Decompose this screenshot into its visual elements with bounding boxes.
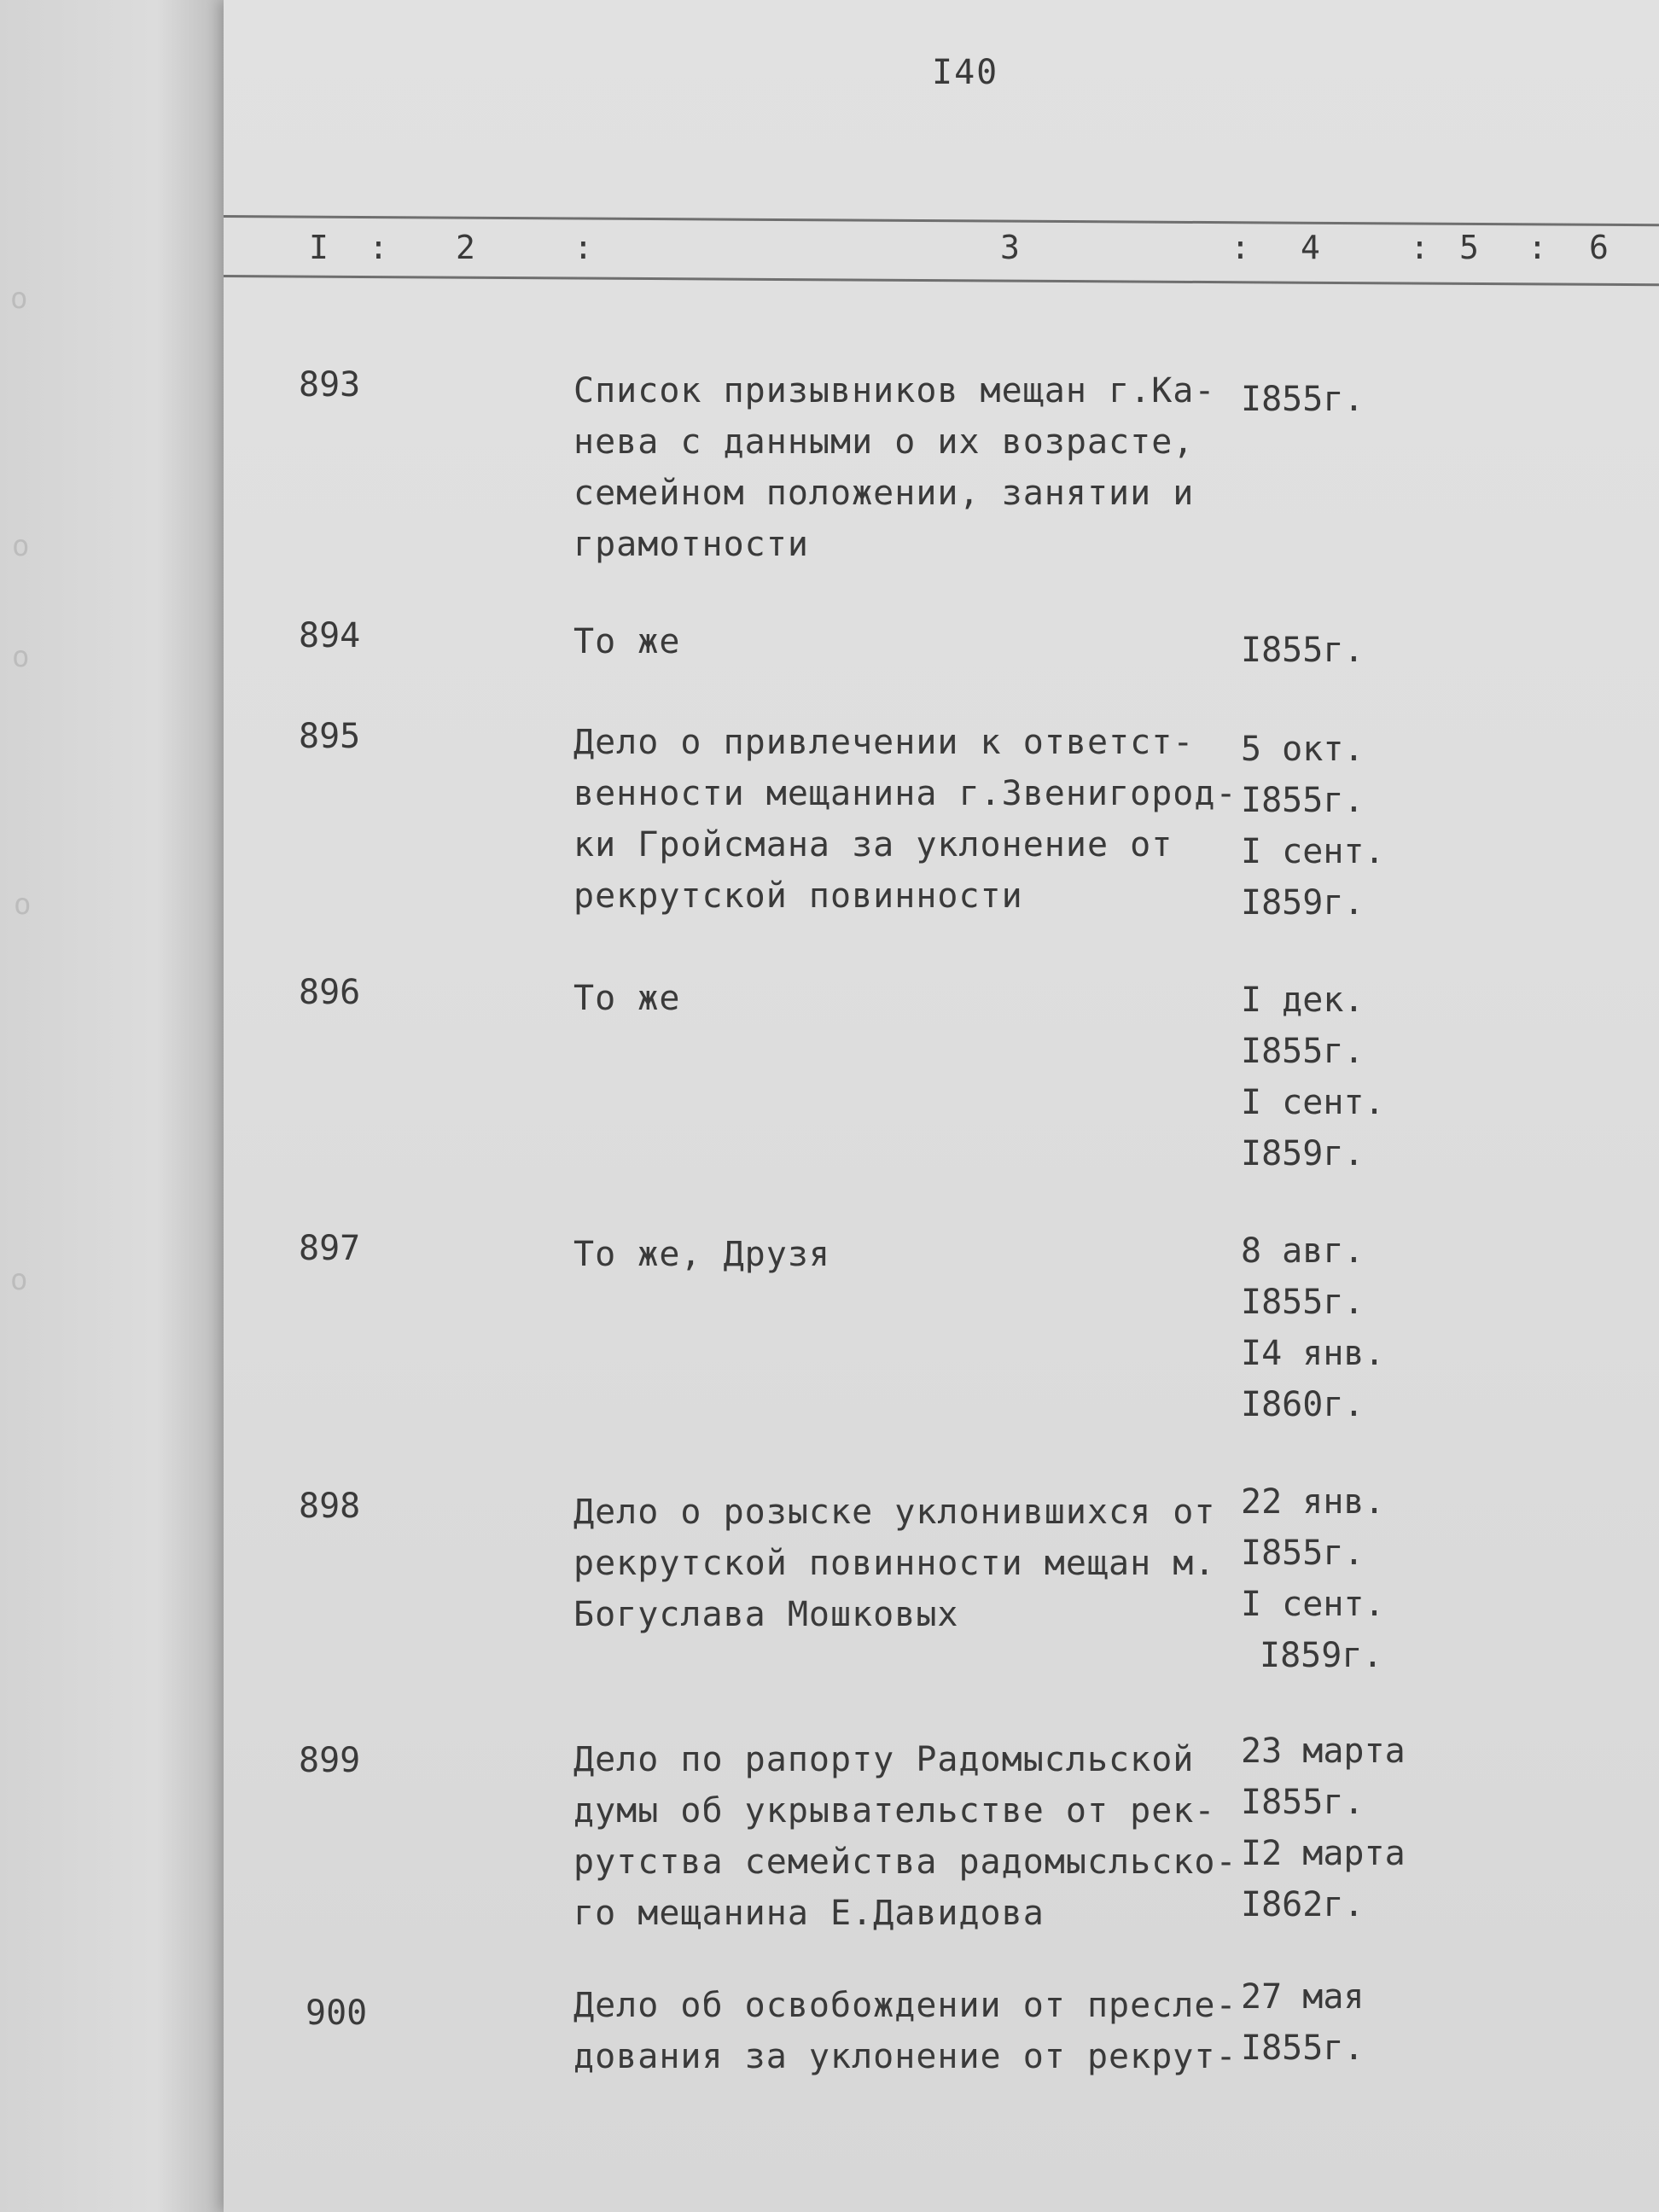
column-header-6: 6 [1589, 229, 1609, 266]
entry-title-line: нева с данными о их возрасте, [573, 422, 1195, 462]
entry-number: 895 [299, 717, 361, 756]
entry-number: 899 [299, 1741, 361, 1780]
entry-date-line: I дек. [1241, 981, 1365, 1020]
entry-dates [1241, 1971, 1446, 2074]
bleed-mark: о [12, 529, 30, 563]
entry-title-line: дования за уклонение от рекрут- [573, 2037, 1237, 2076]
entry-date-line: I855г. [1241, 631, 1365, 670]
entry-date-line: I4 янв. [1241, 1334, 1385, 1373]
entry-number: 893 [299, 365, 361, 405]
entry-dates [1241, 625, 1446, 676]
header-rule-bottom [224, 275, 1659, 286]
entry-title-line: венности мещанина г.Звенигород- [573, 774, 1237, 813]
entry-date-line: I2 марта [1241, 1834, 1406, 1873]
entry-title-line: То же, Друзя [573, 1235, 830, 1274]
bleed-mark: о [12, 640, 30, 674]
entry-title-line: Дело об освобождении от пресле- [573, 1986, 1237, 2025]
entry-title [573, 616, 1222, 667]
entry-date-line: I859г. [1260, 1636, 1383, 1675]
entry-title [573, 1980, 1237, 2082]
entry-number: 897 [299, 1229, 361, 1268]
column-separator: : [1410, 229, 1429, 266]
entry-date-line: I855г. [1241, 781, 1365, 820]
entry-date-line: 23 марта [1241, 1732, 1406, 1771]
entry-title-line: Дело о розыске уклонившихся от [573, 1493, 1216, 1532]
entry-title-line: Богуслава Мошковых [573, 1595, 959, 1634]
entry-title-line: го мещанина Е.Давидова [573, 1894, 1045, 1933]
entry-dates [1241, 975, 1446, 1179]
entry-title [573, 973, 1222, 1024]
entry-date-line: I сент. [1241, 1083, 1385, 1122]
entry-date-line: I855г. [1241, 380, 1365, 419]
entry-number: 894 [299, 616, 361, 655]
entry-title-line: семейном положении, занятии и [573, 474, 1195, 513]
entry-dates [1241, 374, 1446, 425]
entry-title-line: рекрутской повинности мещан м. [573, 1544, 1216, 1583]
page-number: I40 [932, 53, 999, 92]
entry-dates [1241, 1476, 1446, 1681]
column-header-2: 2 [456, 229, 475, 266]
column-separator: : [1528, 229, 1547, 266]
entry-date-line: I855г. [1241, 1283, 1365, 1322]
archive-inventory-page [224, 0, 1659, 2212]
entry-title-line: рутства семейства радомысльско- [573, 1842, 1237, 1882]
entry-title-line: То же [573, 979, 681, 1018]
entry-title-line: думы об укрывательстве от рек- [573, 1791, 1216, 1831]
entry-date-line: I855г. [1241, 1534, 1365, 1573]
entry-dates [1241, 724, 1446, 928]
entry-dates [1241, 1225, 1446, 1430]
entry-date-line: 27 мая [1241, 1977, 1365, 2017]
entry-title [573, 365, 1222, 570]
entry-title-line: То же [573, 622, 681, 661]
entry-date-line: I сент. [1241, 1585, 1385, 1624]
entry-date-line: I859г. [1241, 883, 1365, 923]
entry-date-line: 22 янв. [1241, 1482, 1385, 1522]
bleed-mark: о [10, 282, 28, 316]
column-separator: : [573, 229, 593, 266]
entry-date-line: 5 окт. [1241, 730, 1365, 769]
entry-date-line: I сент. [1241, 832, 1385, 871]
entry-date-line: I860г. [1241, 1385, 1365, 1424]
header-rule-top [224, 215, 1659, 226]
entry-title-line: ки Гройсмана за уклонение от [573, 825, 1173, 864]
adjacent-page-edge [0, 0, 224, 2212]
entry-date-line: I855г. [1241, 1783, 1365, 1822]
column-separator: : [1231, 229, 1250, 266]
entry-number: 900 [306, 1994, 368, 2033]
entry-date-line: I855г. [1241, 2029, 1365, 2068]
bleed-mark: о [14, 888, 32, 922]
entry-dates [1241, 1726, 1446, 1930]
bleed-mark: о [10, 1263, 28, 1297]
entry-title-line: Дело о привлечении к ответст- [573, 723, 1195, 762]
entry-date-line: I859г. [1241, 1134, 1365, 1173]
entry-title-line: Дело по рапорту Радомысльской [573, 1740, 1195, 1779]
column-header-4: 4 [1301, 229, 1320, 266]
column-header-3: 3 [1000, 229, 1020, 266]
entry-date-line: 8 авг. [1241, 1231, 1365, 1271]
entry-number: 896 [299, 973, 361, 1012]
column-header-1: I [309, 229, 329, 266]
entry-title [573, 1487, 1222, 1640]
entry-title [573, 1229, 1222, 1280]
entry-title-line: Список призывников мещан г.Ка- [573, 371, 1216, 410]
entry-date-line: I855г. [1241, 1032, 1365, 1071]
entry-title [573, 1734, 1237, 1939]
entry-date-line: I862г. [1241, 1885, 1365, 1924]
column-separator: : [369, 229, 388, 266]
entry-title [573, 717, 1237, 922]
entry-number: 898 [299, 1487, 361, 1526]
entry-title-line: рекрутской повинности [573, 876, 1023, 916]
entry-title-line: грамотности [573, 525, 809, 564]
column-header-5: 5 [1459, 229, 1479, 266]
